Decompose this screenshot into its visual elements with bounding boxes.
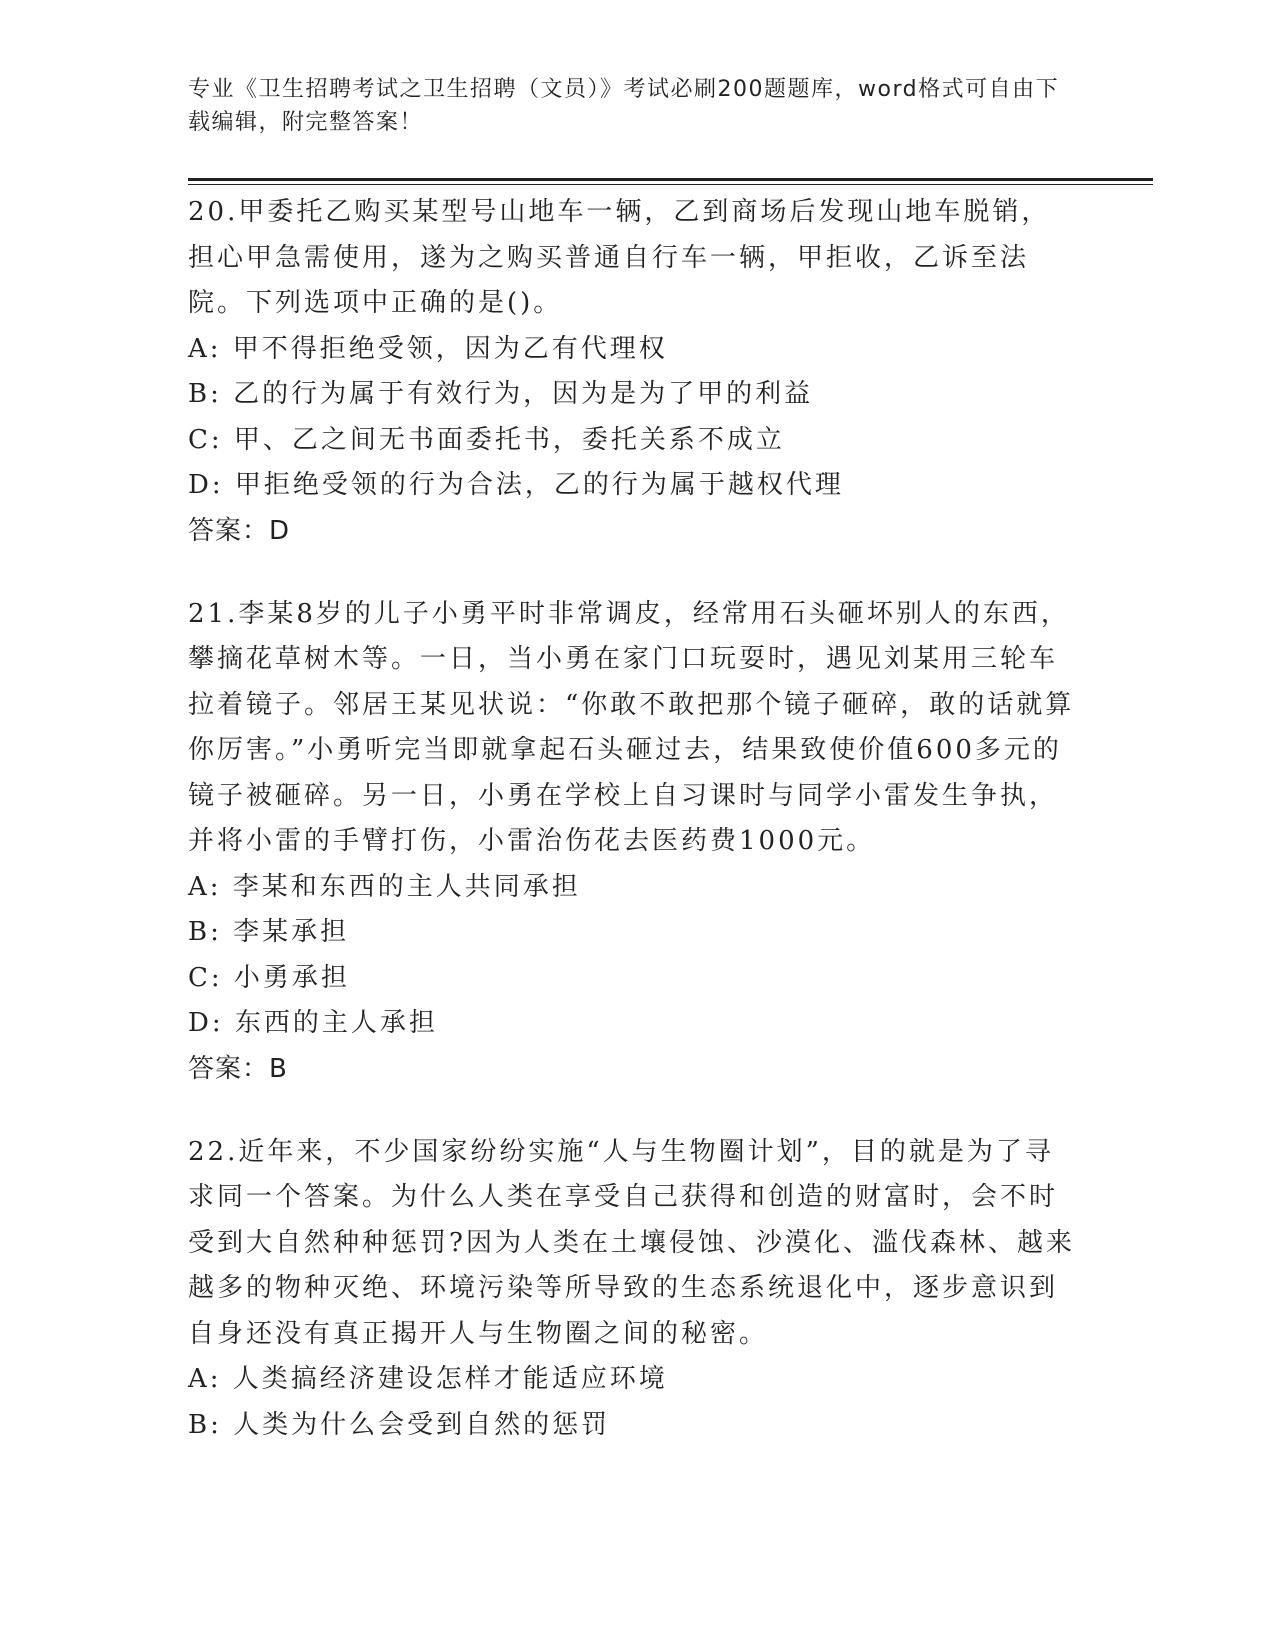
option-b: B: 乙的行为属于有效行为，因为是为了甲的利益 — [188, 379, 814, 409]
answer-line: 答案：D — [188, 515, 291, 546]
question-stem: 20.甲委托乙购买某型号山地车一辆，乙到商场后发现山地车脱销，担心甲急需使用，遂为之购买普通自行车一辆，甲拒收，乙诉至法院。下列选项中正确的是()。 — [188, 197, 1051, 318]
question-21 — [188, 592, 1078, 1092]
option-a: A: 甲不得拒绝受领，因为乙有代理权 — [188, 333, 668, 364]
header-rule-thick — [188, 178, 1153, 181]
question-stem: 21.李某8岁的儿子小勇平时非常调皮，经常用石头砸坏别人的东西，攀摘花草树木等。一日，当小勇在家门口玩耍时，遇见刘某用三轮车拉着镜子。邻居王某见状说：“你敢不敢把那个镜子砸碎，敢的话就算你厉害。”小勇听完当即就拿起石头砸过去，结果致使价值600多元的镜子被砸碎。另一日，小勇在学校上自习课时与同学小雷发生争执，并将小雷的手臂打伤，小雷治伤花去医药费1000元。 — [188, 598, 1075, 856]
question-20 — [188, 190, 1078, 554]
document-header: 专业《卫生招聘考试之卫生招聘（文员）》考试必刷200题题库，word格式可自由下载编辑，附完整答案！ — [188, 77, 1060, 135]
question-22 — [188, 1130, 1078, 1449]
option-d: D: 东西的主人承担 — [188, 1008, 438, 1038]
option-c: C: 甲、乙之间无书面委托书，委托关系不成立 — [188, 424, 785, 455]
option-b: B: 人类为什么会受到自然的惩罚 — [188, 1409, 611, 1440]
question-list — [188, 190, 1078, 1486]
answer-line: 答案：B — [188, 1053, 288, 1084]
header-rule-thin — [188, 184, 1153, 185]
option-b: B: 李某承担 — [188, 917, 350, 947]
option-c: C: 小勇承担 — [188, 962, 350, 993]
question-stem: 22.近年来，不少国家纷纷实施“人与生物圈计划”，目的就是为了寻求同一个答案。为什么人类在享受自己获得和创造的财富时，会不时受到大自然种种惩罚?因为人类在土壤侵蚀、沙漠化、滥伐森林、越来越多的物种灭绝、环境污染等所导致的生态系统退化中，逐步意识到自身还没有真正揭开人与生物圈之间的秘密。 — [188, 1136, 1075, 1349]
option-a: A: 人类搞经济建设怎样才能适应环境 — [188, 1364, 668, 1394]
option-d: D: 甲拒绝受领的行为合法，乙的行为属于越权代理 — [188, 470, 844, 500]
option-a: A: 李某和东西的主人共同承担 — [188, 871, 581, 902]
